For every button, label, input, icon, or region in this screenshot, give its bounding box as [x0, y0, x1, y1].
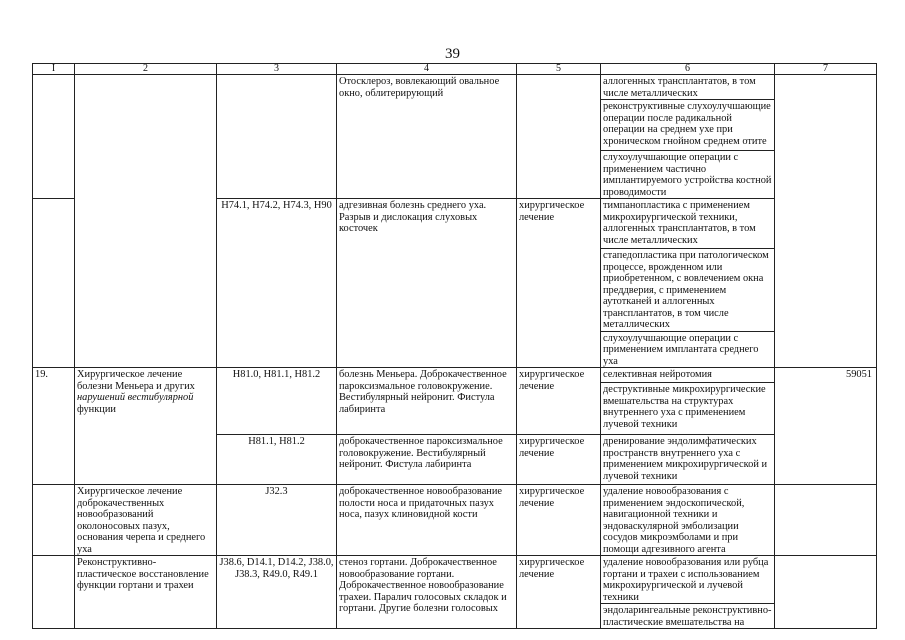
name-text: Хирургическое лечение болезни Меньера и других [77, 369, 195, 392]
method-cell: селективная нейротомия [601, 368, 775, 383]
number-cell [33, 75, 75, 199]
codes-cell: H81.0, H81.1, H81.2 [217, 368, 337, 435]
treatment-cell: хирургическое лечение [517, 199, 601, 368]
name-cell [75, 368, 217, 485]
method-cell: тимпанопластика с применением микрохирургической техники, аллогенных трансплантатов, в том числе металлических [601, 199, 775, 249]
column-number: 6 [601, 64, 775, 75]
column-number: 2 [75, 64, 217, 75]
number-cell: 19. [33, 368, 75, 485]
treatment-cell [517, 75, 601, 199]
treatment-cell: хирургическое лечение [517, 368, 601, 435]
name-cell: Хирургическое лечение доброкачественных новообразований околоносовых пазух, основания черепа и среднего уха [75, 485, 217, 556]
number-cell [33, 556, 75, 629]
table-row [33, 368, 877, 383]
medical-procedures-table [32, 63, 877, 629]
method-cell: слухоулучшающие операции с применением частично имплантируемого устройства костной проводимости [601, 151, 775, 199]
method-cell: аллогенных трансплантатов, в том числе металлических [601, 75, 775, 100]
cost-cell [775, 556, 877, 629]
method-cell: удаление новообразования с применением эндоскопической, навигационной техники и эндоваскулярной эмболизации сосудов микроэмболами и при помощи адгезивного агента [601, 485, 775, 556]
diagnosis-cell: Отосклероз, вовлекающий овальное окно, облитерирующий [337, 75, 517, 199]
cost-cell [775, 485, 877, 556]
codes-cell: J32.3 [217, 485, 337, 556]
column-number: 5 [517, 64, 601, 75]
method-cell: деструктивные микрохирургические вмешательства на структурах внутреннего уха с применением лучевой техники [601, 383, 775, 435]
name-cell: Реконструктивно-пластическое восстановление функции гортани и трахеи [75, 556, 217, 629]
diagnosis-cell: доброкачественное новообразование полости носа и придаточных пазух носа, пазух клиновидной кости [337, 485, 517, 556]
codes-cell [217, 75, 337, 199]
column-number: I [33, 64, 75, 75]
cost-cell [775, 75, 877, 368]
number-cell [33, 485, 75, 556]
treatment-cell: хирургическое лечение [517, 556, 601, 629]
column-number: 7 [775, 64, 877, 75]
column-number-row [33, 64, 877, 75]
table-row [33, 485, 877, 556]
codes-cell: H74.1, H74.2, H74.3, H90 [217, 199, 337, 368]
diagnosis-cell: стеноз гортани. Доброкачественное новообразование гортани. Доброкачественное новообразование трахеи. Паралич голосовых складок и гортани. Другие болезни голосовых [337, 556, 517, 629]
cost-cell: 59051 [775, 368, 877, 485]
method-cell: удаление новообразования или рубца гортани и трахеи с использованием микрохирургической и лучевой техники [601, 556, 775, 604]
diagnosis-cell: болезнь Меньера. Доброкачественное пароксизмальное головокружение. Вестибулярный нейронит. Фистула лабиринта [337, 368, 517, 435]
page-number: 39 [445, 46, 460, 62]
name-tail-text: функции [77, 403, 116, 415]
column-number: 4 [337, 64, 517, 75]
diagnosis-cell: адгезивная болезнь среднего уха. Разрыв и дислокация слуховых косточек [337, 199, 517, 368]
method-cell: слухоулучшающие операции с применением имплантата среднего уха [601, 331, 775, 368]
name-italic-text: нарушений вестибулярной [77, 392, 194, 403]
method-cell: реконструктивные слухоулучшающие операции после радикальной операции на среднем ухе при хроническом гнойном среднем отите [601, 100, 775, 151]
method-cell: стапедопластика при патологическом процессе, врожденном или приобретенном, с вовлечением окна преддверия, с применением аутотканей и аллогенных трансплантатов, в том числе металлических [601, 249, 775, 332]
codes-cell: J38.6, D14.1, D14.2, J38.0, J38.3, R49.0, R49.1 [217, 556, 337, 629]
name-cell [75, 75, 217, 368]
method-cell: дренирование эндолимфатических пространств внутреннего уха с применением микрохирургической и лучевой техники [601, 435, 775, 485]
method-cell: эндоларингеальные реконструктивно-пластические вмешательства на [601, 604, 775, 629]
diagnosis-cell: доброкачественное пароксизмальное головокружение. Вестибулярный нейронит. Фистула лабиринта [337, 435, 517, 485]
treatment-cell: хирургическое лечение [517, 435, 601, 485]
treatment-cell: хирургическое лечение [517, 485, 601, 556]
number-cell [33, 199, 75, 368]
table-row [33, 75, 877, 100]
column-number: 3 [217, 64, 337, 75]
table-row [33, 556, 877, 604]
codes-cell: H81.1, H81.2 [217, 435, 337, 485]
